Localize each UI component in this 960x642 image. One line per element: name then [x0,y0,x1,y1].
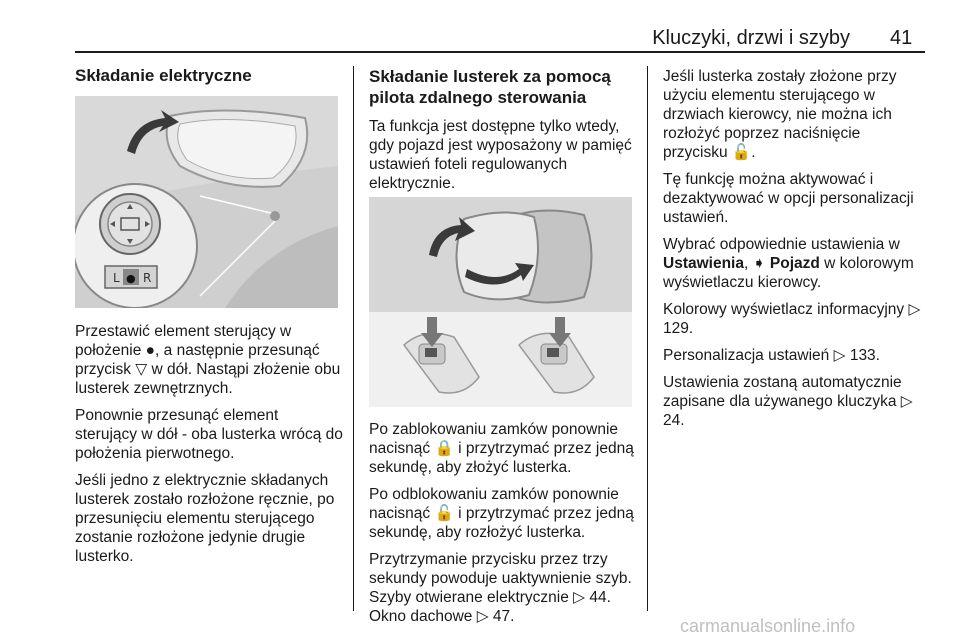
section-heading-electric-folding: Składanie elektryczne [75,66,252,85]
watermark: carmanualsonline.info [680,616,856,636]
paragraph: Przytrzymanie przycisku przez trzy sekundy powoduje uaktywnienie szyb. Szyby otwierane elektrycznie ▷ 44. Okno dachowe ▷ 47. [369,551,632,625]
paragraph: Ponownie przesunąć element sterujący w dół - oba lusterka wrócą do położenia pierwotnego. [75,407,343,462]
column-divider-2 [647,66,648,611]
text: , [743,255,753,272]
paragraph: Jeśli lusterka zostały złożone przy użyciu elementu sterującego w drzwiach kierowcy, nie można ich rozłożyć poprzez naciśnięcie przycisku 🔓. [663,68,897,161]
text: w kolorowym wyświetlaczu kierowcy. [663,255,914,291]
mirror-remote-illustration [369,197,632,407]
paragraph: Przestawić element sterujący w położenie ●, a następnie przesunąć przycisk ▽ w dół. Nastąpi złożenie obu lusterek zewnętrznych. [75,323,341,397]
section-heading-remote-folding: Składanie lusterek za pomocą pilota zdalnego sterowania [369,67,611,107]
page-header-title: Kluczyki, drzwi i szyby [652,27,850,49]
paragraph: Ustawienia zostaną automatycznie zapisane dla używanego kluczyka ▷ 24. [663,374,913,429]
column-divider-1 [353,66,354,611]
paragraph: Tę funkcję można aktywować i dezaktywować w opcji personalizacji ustawień. [663,171,914,226]
page-number: 41 [890,27,913,49]
switch-label-center: ● [126,272,136,285]
figure-mirror-switch [75,96,338,308]
cross-reference[interactable]: Personalizacja ustawień ▷ 133. [663,347,880,364]
paragraph: Po zablokowaniu zamków ponownie nacisnąć 🔒 i przytrzymać przez jedną sekundę, aby złożyć lusterka. [369,421,634,476]
text: Wybrać odpowiednie ustawienia w [663,236,900,253]
paragraph-settings [663,235,925,292]
mirror-switch-illustration [75,96,338,308]
figure-mirror-remote [369,197,632,407]
column-1-text [75,322,343,574]
menu-ustawienia: Ustawienia [663,255,744,272]
menu-pojazd: ➧ Pojazd [752,255,820,272]
switch-label-r: R [143,271,152,285]
column-3-text [663,67,925,438]
cross-reference[interactable]: Kolorowy wyświetlacz informacyjny ▷ 129. [663,301,921,337]
paragraph-intro: Ta funkcja jest dostępne tylko wtedy, gdy pojazd jest wyposażony w pamięć ustawień foteli regulowanych elektrycznie. [369,118,632,192]
paragraph: Po odblokowaniu zamków ponownie nacisnąć 🔓 i przytrzymać przez jedną sekundę, aby rozłożyć lusterka. [369,486,634,541]
switch-label-l: L [113,271,120,285]
column-2-text [369,420,635,634]
header-rule [75,51,925,53]
paragraph: Jeśli jedno z elektrycznie składanych lusterek zostało rozłożone ręcznie, po przesunięciu elementu sterującego zostanie rozłożone jedynie drugie lusterko. [75,472,335,565]
